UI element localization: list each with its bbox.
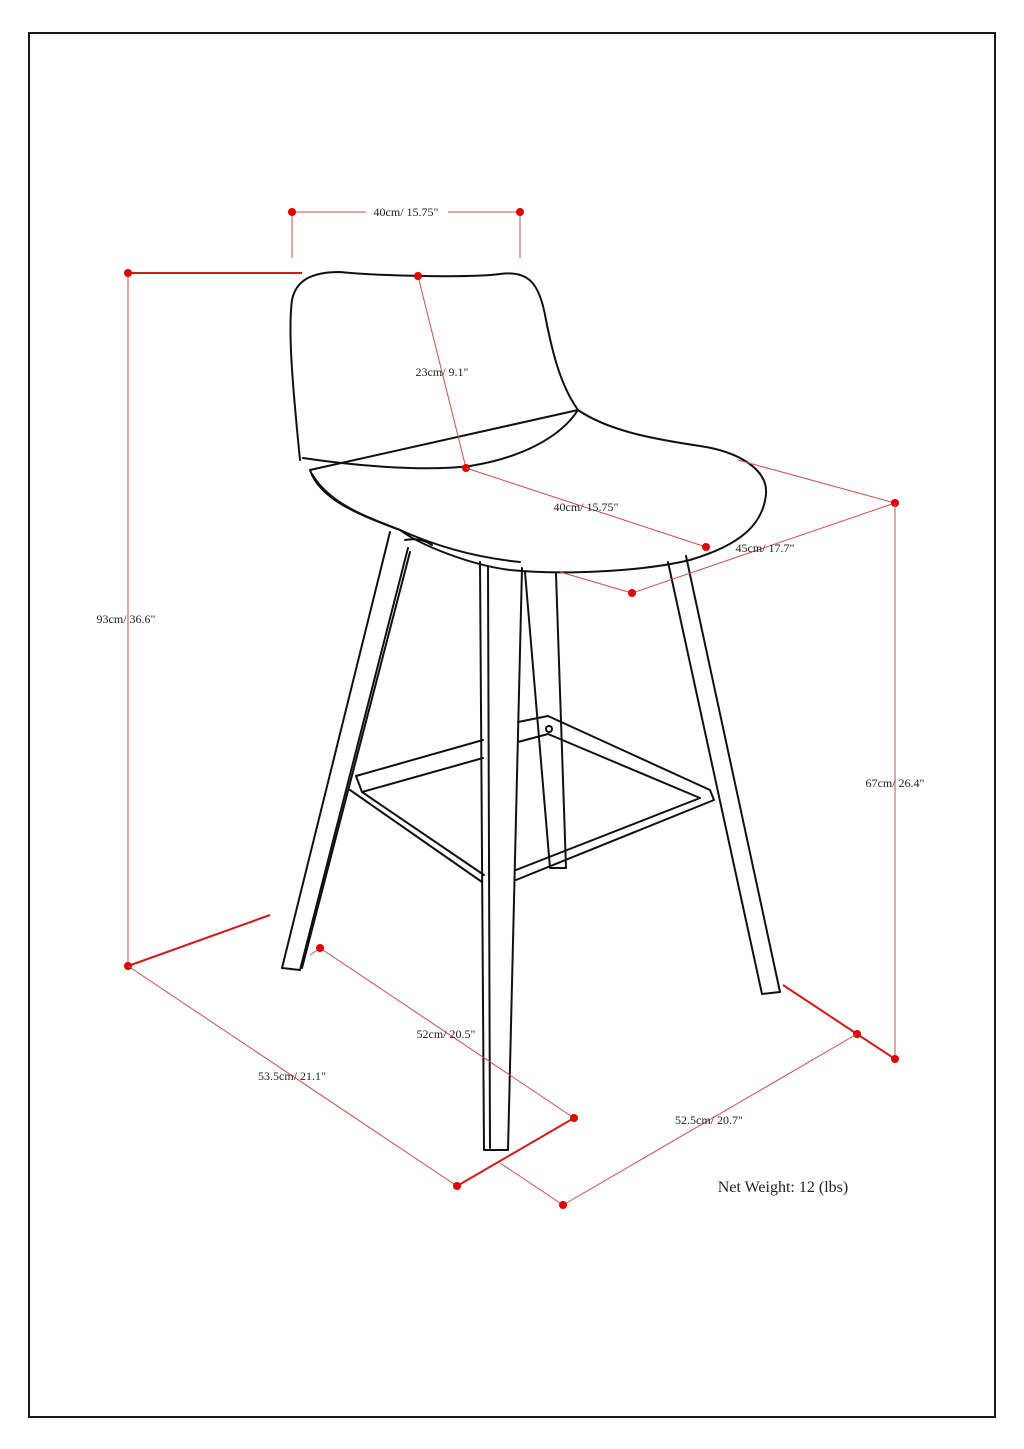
footprint-right-label: 52.5cm/ 20.7" (675, 1113, 743, 1127)
dimension-lines (124, 208, 899, 1209)
net-weight-label: Net Weight: 12 (lbs) (717, 1179, 849, 1196)
seat-back-width-label: 40cm/ 15.75" (373, 205, 439, 219)
footprint-left-label: 53.5cm/ 21.1" (258, 1069, 326, 1083)
back-height-label: 23cm/ 9.1" (415, 365, 469, 379)
seat-height-label: 67cm/ 26.4" (865, 776, 925, 790)
footprint-front-label: 52cm/ 20.5" (416, 1027, 476, 1041)
seat-width-label: 40cm/ 15.75" (553, 500, 619, 514)
stool-outline (282, 272, 780, 1150)
seat-depth-label: 45cm/ 17.7" (735, 541, 795, 555)
total-height-label: 93cm/ 36.6" (96, 612, 156, 626)
